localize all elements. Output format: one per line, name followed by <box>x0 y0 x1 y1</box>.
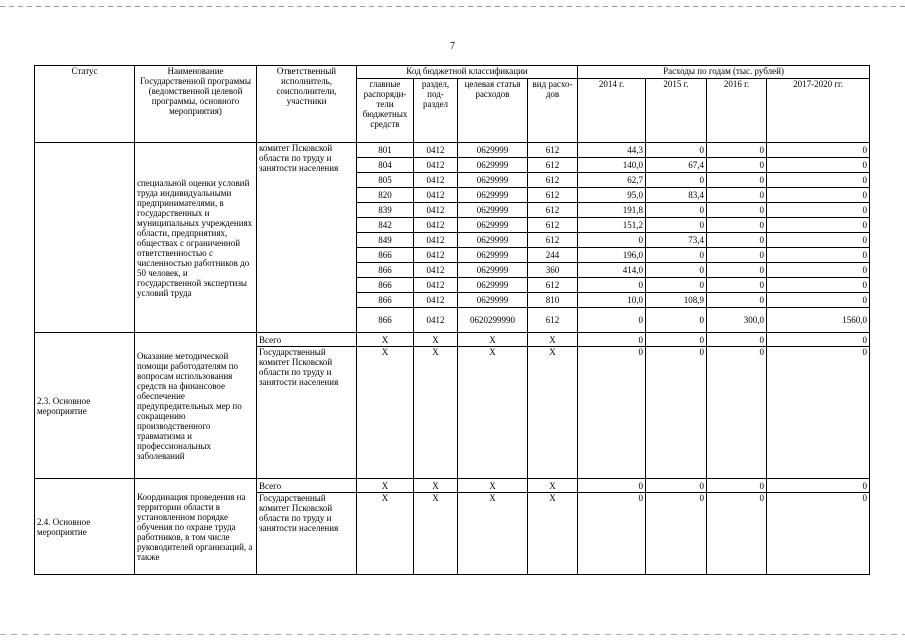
block1-name: специальной оценки условий труда индивидуальными предпринимателями, в государственных и муниципальных учреждениях области, предприятиях, обществах с ограниченной ответственностью с численностью работников до 50 человек, и государственной экспертизы условий труда <box>135 143 257 333</box>
cell-grbs: 866 <box>357 248 414 263</box>
header-responsible: Ответственный исполнитель, соисполнители, участники <box>257 66 357 143</box>
cell-2017-2020: 0 <box>767 233 870 248</box>
cell-2014: 0 <box>578 347 646 479</box>
cell-2016: 0 <box>707 347 767 479</box>
cell-2015: 0 <box>646 143 707 158</box>
cell-2017-2020: 0 <box>767 479 870 493</box>
cell-2014: 10,0 <box>578 293 646 308</box>
cell-2017-2020: 0 <box>767 218 870 233</box>
cell-csr: 0629999 <box>458 233 528 248</box>
cell-2017-2020: 0 <box>767 293 870 308</box>
cell-grbs: 839 <box>357 203 414 218</box>
cell-csr: 0629999 <box>458 263 528 278</box>
cell-2017-2020: 0 <box>767 158 870 173</box>
cell-grbs: 866 <box>357 263 414 278</box>
block2-total-label: Всего <box>257 333 357 347</box>
cell-grbs: 842 <box>357 218 414 233</box>
header-budget-code: Код бюджетной классификации <box>357 66 578 79</box>
header-rzpr: раздел, под-раздел <box>414 79 458 143</box>
cell-2017-2020: 0 <box>767 333 870 347</box>
cell-2017-2020: 0 <box>767 188 870 203</box>
cell-grbs: X <box>357 333 414 347</box>
cell-rzpr: 0412 <box>414 293 458 308</box>
header-2014: 2014 г. <box>578 79 646 143</box>
cell-2016: 300,0 <box>707 308 767 333</box>
cell-csr: X <box>458 333 528 347</box>
cell-2016: 0 <box>707 293 767 308</box>
cell-rzpr: X <box>414 479 458 493</box>
cell-rzpr: 0412 <box>414 218 458 233</box>
cell-2017-2020: 0 <box>767 493 870 575</box>
cell-2014: 0 <box>578 493 646 575</box>
cell-2015: 0 <box>646 493 707 575</box>
cell-grbs: 866 <box>357 308 414 333</box>
scan-edge-bottom <box>0 634 905 635</box>
cell-rzpr: 0412 <box>414 158 458 173</box>
cell-2017-2020: 0 <box>767 248 870 263</box>
cell-2015: 0 <box>646 218 707 233</box>
cell-2016: 0 <box>707 158 767 173</box>
budget-table <box>34 65 870 575</box>
cell-2015: 0 <box>646 173 707 188</box>
cell-2016: 0 <box>707 233 767 248</box>
cell-2016: 0 <box>707 188 767 203</box>
cell-2015: 73,4 <box>646 233 707 248</box>
cell-csr: 0629999 <box>458 158 528 173</box>
cell-csr: X <box>458 479 528 493</box>
cell-vr: 612 <box>528 278 578 293</box>
cell-grbs: 804 <box>357 158 414 173</box>
cell-2016: 0 <box>707 278 767 293</box>
header-2015: 2015 г. <box>646 79 707 143</box>
cell-2016: 0 <box>707 248 767 263</box>
cell-2017-2020: 0 <box>767 143 870 158</box>
cell-2015: 0 <box>646 479 707 493</box>
header-2017-2020: 2017-2020 гг. <box>767 79 870 143</box>
cell-csr: X <box>458 347 528 479</box>
cell-2017-2020: 0 <box>767 278 870 293</box>
cell-rzpr: 0412 <box>414 248 458 263</box>
cell-2014: 0 <box>578 233 646 248</box>
cell-2014: 196,0 <box>578 248 646 263</box>
cell-2015: 0 <box>646 278 707 293</box>
cell-2014: 44,3 <box>578 143 646 158</box>
cell-2015: 0 <box>646 308 707 333</box>
cell-2015: 0 <box>646 203 707 218</box>
cell-2014: 0 <box>578 308 646 333</box>
cell-2015: 108,9 <box>646 293 707 308</box>
cell-2016: 0 <box>707 203 767 218</box>
cell-vr: 612 <box>528 173 578 188</box>
header-grbs: главные распоряди-тели бюджетных средств <box>357 79 414 143</box>
cell-rzpr: 0412 <box>414 233 458 248</box>
block2-status: 2.3. Основное мероприятие <box>35 333 135 479</box>
cell-2014: 414,0 <box>578 263 646 278</box>
cell-2016: 0 <box>707 143 767 158</box>
cell-vr: 612 <box>528 218 578 233</box>
cell-2015: 0 <box>646 263 707 278</box>
cell-2016: 0 <box>707 218 767 233</box>
cell-csr: 0629999 <box>458 188 528 203</box>
cell-rzpr: 0412 <box>414 263 458 278</box>
cell-2017-2020: 0 <box>767 203 870 218</box>
block3-sub-label: Государственный комитет Псковской области по труду и занятости населения <box>257 493 357 575</box>
cell-2014: 0 <box>578 333 646 347</box>
cell-csr: X <box>458 493 528 575</box>
cell-2017-2020: 0 <box>767 347 870 479</box>
cell-grbs: 866 <box>357 293 414 308</box>
cell-grbs: X <box>357 479 414 493</box>
cell-vr: 810 <box>528 293 578 308</box>
cell-2014: 191,8 <box>578 203 646 218</box>
block3-total-label: Всего <box>257 479 357 493</box>
header-name: Наименование Государственной программы (ведомственной целевой программы, основного мероприятия) <box>135 66 257 143</box>
cell-rzpr: X <box>414 347 458 479</box>
cell-vr: 612 <box>528 188 578 203</box>
cell-csr: 0629999 <box>458 218 528 233</box>
block3-name: Координация проведения на территории области в установленном порядке обучения по охране труда работников, в том числе руководителей организаций, а также <box>135 479 257 575</box>
cell-2015: 0 <box>646 333 707 347</box>
cell-grbs: 801 <box>357 143 414 158</box>
cell-2015: 83,4 <box>646 188 707 203</box>
cell-2016: 0 <box>707 493 767 575</box>
table-row <box>35 479 870 493</box>
block1-responsible: комитет Псковской области по труду и занятости населения <box>257 143 357 333</box>
cell-2016: 0 <box>707 479 767 493</box>
cell-2014: 95,0 <box>578 188 646 203</box>
scan-edge-top <box>0 6 905 7</box>
cell-grbs: 820 <box>357 188 414 203</box>
cell-2016: 0 <box>707 333 767 347</box>
cell-2015: 0 <box>646 248 707 263</box>
cell-2015: 0 <box>646 347 707 479</box>
cell-rzpr: 0412 <box>414 278 458 293</box>
cell-rzpr: 0412 <box>414 308 458 333</box>
block3-status: 2.4. Основное мероприятие <box>35 479 135 575</box>
cell-2014: 62,7 <box>578 173 646 188</box>
header-vr: вид расхо-дов <box>528 79 578 143</box>
header-expenses: Расходы по годам (тыс. рублей) <box>578 66 870 79</box>
cell-vr: 612 <box>528 203 578 218</box>
cell-rzpr: 0412 <box>414 188 458 203</box>
cell-rzpr: 0412 <box>414 173 458 188</box>
cell-rzpr: X <box>414 493 458 575</box>
cell-vr: X <box>528 493 578 575</box>
cell-2017-2020: 0 <box>767 173 870 188</box>
cell-rzpr: X <box>414 333 458 347</box>
page-number: 7 <box>450 41 455 52</box>
cell-csr: 0629999 <box>458 293 528 308</box>
cell-csr: 0629999 <box>458 173 528 188</box>
block1-status <box>35 143 135 333</box>
cell-2016: 0 <box>707 173 767 188</box>
cell-grbs: 805 <box>357 173 414 188</box>
cell-vr: X <box>528 347 578 479</box>
cell-vr: 360 <box>528 263 578 278</box>
cell-2016: 0 <box>707 263 767 278</box>
cell-2014: 0 <box>578 479 646 493</box>
block2-name: Оказание методической помощи работодателям по вопросам использования средств на финансовое обеспечение предупредительных мер по сокращению производственного травматизма и профессиональных заболеваний <box>135 333 257 479</box>
cell-vr: 612 <box>528 308 578 333</box>
cell-vr: X <box>528 333 578 347</box>
cell-grbs: 866 <box>357 278 414 293</box>
cell-grbs: 849 <box>357 233 414 248</box>
cell-csr: 0629999 <box>458 248 528 263</box>
block2-sub-label: Государственный комитет Псковской области по труду и занятости населения <box>257 347 357 479</box>
cell-2014: 0 <box>578 278 646 293</box>
table-row <box>35 333 870 347</box>
cell-2015: 67,4 <box>646 158 707 173</box>
cell-grbs: X <box>357 347 414 479</box>
header-status: Статус <box>35 66 135 143</box>
cell-rzpr: 0412 <box>414 143 458 158</box>
cell-vr: 612 <box>528 233 578 248</box>
cell-vr: 612 <box>528 143 578 158</box>
header-csr: целевая статья расходов <box>458 79 528 143</box>
cell-rzpr: 0412 <box>414 203 458 218</box>
header-2016: 2016 г. <box>707 79 767 143</box>
cell-csr: 0629999 <box>458 143 528 158</box>
cell-2017-2020: 1560,0 <box>767 308 870 333</box>
cell-csr: 0629999 <box>458 278 528 293</box>
header-row-1 <box>35 66 870 79</box>
cell-2017-2020: 0 <box>767 263 870 278</box>
cell-csr: 0629999 <box>458 203 528 218</box>
table-row <box>35 143 870 158</box>
cell-csr: 0620299990 <box>458 308 528 333</box>
cell-2014: 151,2 <box>578 218 646 233</box>
cell-grbs: X <box>357 493 414 575</box>
cell-vr: 244 <box>528 248 578 263</box>
cell-vr: 612 <box>528 158 578 173</box>
cell-vr: X <box>528 479 578 493</box>
cell-2014: 140,0 <box>578 158 646 173</box>
